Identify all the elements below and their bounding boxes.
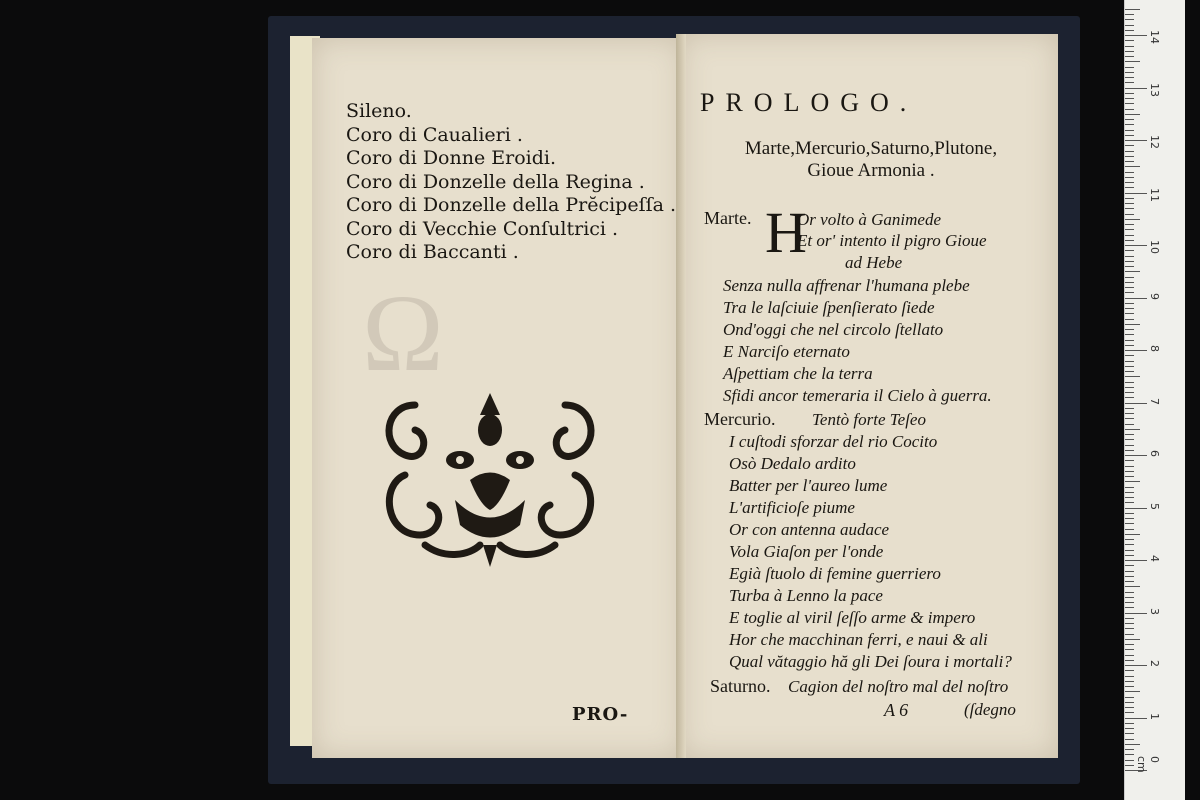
ruler-tick <box>1125 140 1147 141</box>
ruler-tick <box>1125 35 1147 36</box>
ruler-tick <box>1125 592 1134 593</box>
ruler-tick <box>1125 586 1140 587</box>
ruler-tick <box>1125 187 1134 188</box>
verse-line: Osò Dedalo ardito <box>729 454 856 473</box>
ruler-unit-label: 0 cm <box>1135 756 1161 773</box>
ruler-tick <box>1125 313 1134 314</box>
ruler-tick <box>1125 403 1147 404</box>
ruler-tick <box>1125 665 1147 666</box>
ruler-tick <box>1125 455 1147 456</box>
dramatis-personae-list <box>346 100 676 265</box>
ruler-tick <box>1125 30 1134 31</box>
verse-line: L'artificioſe piume <box>729 498 855 517</box>
verse-line: Et or' intento il pigro Gioue <box>797 231 987 250</box>
ruler-tick <box>1125 691 1140 692</box>
ruler-tick <box>1125 497 1134 498</box>
verse-line: Batter per l'aureo lume <box>729 476 888 495</box>
ruler-tick <box>1125 350 1147 351</box>
role-line: Coro di Caualieri . <box>346 123 523 146</box>
ruler-number: 13 <box>1148 82 1161 97</box>
ruler-tick <box>1125 397 1134 398</box>
ruler-tick <box>1125 198 1134 199</box>
role-line: Sileno. <box>346 100 412 122</box>
ruler-tick <box>1125 681 1134 682</box>
ruler-tick <box>1125 114 1140 115</box>
ruler-tick <box>1125 686 1134 687</box>
ruler-tick <box>1125 760 1134 761</box>
ruler-tick <box>1125 676 1134 677</box>
ruler-tick <box>1125 182 1134 183</box>
ruler-tick <box>1125 93 1134 94</box>
ruler-tick <box>1125 61 1140 62</box>
ruler-tick <box>1125 82 1134 83</box>
ruler-tick <box>1125 166 1140 167</box>
ruler-tick <box>1125 613 1147 614</box>
characters-line: Gioue Armonia . <box>807 160 935 181</box>
verse-line: ad Hebe <box>845 253 903 272</box>
ruler-tick <box>1125 723 1134 724</box>
ruler-tick <box>1125 46 1134 47</box>
ruler-tick <box>1125 424 1134 425</box>
ruler-number: 3 <box>1148 607 1161 615</box>
ruler-tick <box>1125 429 1140 430</box>
ruler-number: 14 <box>1148 30 1161 44</box>
ruler-tick <box>1125 130 1134 131</box>
speaker-mercurio: Mercurio. <box>704 409 776 429</box>
ruler-tick <box>1125 193 1147 194</box>
ruler-tick <box>1125 392 1134 393</box>
role-line: Coro di Donzelle della Prĕcipeſſa . <box>346 194 677 216</box>
ruler-tick <box>1125 765 1134 766</box>
ruler-tick <box>1125 235 1134 236</box>
ruler-tick <box>1125 156 1134 157</box>
verse-line: Vola Giaſon per l'onde <box>729 542 884 561</box>
ruler-tick <box>1125 481 1140 482</box>
ruler-tick <box>1125 135 1134 136</box>
ruler-tick <box>1125 712 1134 713</box>
ruler-tick <box>1125 466 1134 467</box>
ruler-tick <box>1125 366 1134 367</box>
ruler-tick <box>1125 119 1134 120</box>
verse-line: I cuſtodi sforzar del rio Cocito <box>729 432 938 451</box>
ruler-tick <box>1125 109 1134 110</box>
ruler-tick <box>1125 277 1134 278</box>
ruler-tick <box>1125 208 1134 209</box>
ruler-tick <box>1125 219 1140 220</box>
ruler-tick <box>1125 67 1134 68</box>
show-through-ghost: Ω <box>362 272 444 394</box>
verse-line: Cagion del noſtro mal del noſtro <box>788 677 1009 696</box>
verse-line: Aſpettiam che la terra <box>723 364 873 383</box>
ruler-tick <box>1125 649 1134 650</box>
ruler-tick <box>1125 340 1134 341</box>
ruler-tick <box>1125 534 1140 535</box>
ruler-tick <box>1125 434 1134 435</box>
ruler-tick <box>1125 203 1134 204</box>
measuring-ruler <box>1124 0 1185 800</box>
verse-line: Hor che macchinan ferri, e naui & ali <box>729 630 988 649</box>
role-line: Coro di Donzelle della Regina . <box>346 170 645 193</box>
verse-line: Qual vătaggio hă gli Dei ſoura i mortali? <box>729 652 1012 671</box>
ruler-tick <box>1125 224 1134 225</box>
ruler-tick <box>1125 88 1147 89</box>
ruler-tick <box>1125 550 1134 551</box>
ruler-number: 2 <box>1148 660 1161 667</box>
ruler-tick <box>1125 670 1134 671</box>
speaker-saturno: Saturno. <box>710 676 771 696</box>
ruler-number: 7 <box>1148 397 1161 405</box>
book-gutter <box>676 34 686 758</box>
ruler-tick <box>1125 376 1140 377</box>
ruler-tick <box>1125 282 1134 283</box>
ruler-tick <box>1125 9 1140 10</box>
ruler-tick <box>1125 214 1134 215</box>
ruler-tick <box>1125 602 1134 603</box>
ruler-tick <box>1125 697 1134 698</box>
speaker-marte: Marte. <box>704 208 752 228</box>
ruler-tick <box>1125 256 1134 257</box>
role-line: Coro di Baccanti . <box>346 241 519 263</box>
ruler-tick <box>1125 445 1134 446</box>
ruler-tick <box>1125 718 1147 719</box>
ruler-tick <box>1125 702 1134 703</box>
role-line: Coro di Vecchie Conſultrici . <box>346 217 619 240</box>
characters-line: Marte,Mercurio,Saturno,Plutone, <box>744 138 998 159</box>
ruler-tick <box>1125 707 1134 708</box>
ruler-tick <box>1125 19 1134 20</box>
verse-line: Turba à Lenno la pace <box>729 586 883 605</box>
ruler-tick <box>1125 618 1134 619</box>
ruler-tick <box>1125 77 1134 78</box>
ruler-tick <box>1125 754 1134 755</box>
ruler-tick <box>1125 576 1134 577</box>
ruler-tick <box>1125 639 1140 640</box>
ruler-tick <box>1125 151 1134 152</box>
role-line: Coro di Donne Eroidi. <box>346 147 556 169</box>
ruler-tick <box>1125 739 1134 740</box>
ruler-tick <box>1125 103 1134 104</box>
ruler-tick <box>1125 298 1147 299</box>
ruler-tick <box>1125 261 1134 262</box>
ruler-tick <box>1125 565 1134 566</box>
ruler-number: 1 <box>1148 712 1161 720</box>
characters-block <box>706 138 1036 182</box>
ruler-tick <box>1125 508 1147 509</box>
ruler-tick <box>1125 623 1134 624</box>
verse-line: Tra le laſciuie ſpenſierato ſiede <box>723 298 935 317</box>
ruler-tick <box>1125 518 1134 519</box>
ruler-tick <box>1125 98 1134 99</box>
ruler-tick <box>1125 240 1134 241</box>
ruler-tick <box>1125 266 1134 267</box>
ruler-tick <box>1125 334 1134 335</box>
ruler-tick <box>1125 271 1140 272</box>
ruler-tick <box>1125 145 1134 146</box>
ruler-tick <box>1125 72 1134 73</box>
ruler-tick <box>1125 229 1134 230</box>
ruler-tick <box>1125 324 1140 325</box>
ruler-tick <box>1125 487 1134 488</box>
ruler-tick <box>1125 529 1134 530</box>
ruler-tick <box>1125 329 1134 330</box>
ruler-tick <box>1125 581 1134 582</box>
ruler-tick <box>1125 319 1134 320</box>
ruler-tick <box>1125 660 1134 661</box>
verse-line: Or volto à Ganimede <box>797 210 942 229</box>
ruler-number: 11 <box>1148 187 1161 202</box>
ruler-number: 8 <box>1148 345 1161 352</box>
ruler-number: 5 <box>1148 502 1161 510</box>
ruler-tick <box>1125 308 1134 309</box>
verse-line: Or con antenna audace <box>729 520 890 539</box>
ruler-tick <box>1125 571 1134 572</box>
ruler-tick <box>1125 355 1134 356</box>
ruler-tick <box>1125 124 1134 125</box>
ruler-tick <box>1125 749 1134 750</box>
ruler-tick <box>1125 555 1134 556</box>
verse-line: Egià ſtuolo di femine guerriero <box>729 564 941 583</box>
ruler-tick <box>1125 544 1134 545</box>
ruler-tick <box>1125 744 1140 745</box>
ruler-tick <box>1125 292 1134 293</box>
ruler-tick <box>1125 460 1134 461</box>
ruler-tick <box>1125 382 1134 383</box>
ruler-tick <box>1125 492 1134 493</box>
ruler-tick <box>1125 476 1134 477</box>
ruler-number: 12 <box>1148 135 1161 149</box>
ruler-tick <box>1125 387 1134 388</box>
ruler-tick <box>1125 40 1134 41</box>
ruler-tick <box>1125 471 1134 472</box>
verse-line: E Narciſo eternato <box>723 342 850 361</box>
verse-line: Senza nulla affrenar l'humana plebe <box>723 276 970 295</box>
ruler-tick <box>1125 644 1134 645</box>
verse-line: Tentò forte Teſeo <box>812 410 926 429</box>
ruler-tick <box>1125 539 1134 540</box>
verse-line: Sfidi ancor temeraria il Cielo à guerra. <box>723 386 992 405</box>
woodcut-ornament <box>375 385 605 570</box>
ruler-tick <box>1125 408 1134 409</box>
ruler-tick <box>1125 513 1134 514</box>
verse-line: Ond'oggi che nel circolo ſtellato <box>723 320 944 339</box>
ruler-tick <box>1125 287 1134 288</box>
ruler-tick <box>1125 607 1134 608</box>
ruler-tick <box>1125 628 1134 629</box>
ruler-tick <box>1125 177 1134 178</box>
ruler-tick <box>1125 371 1134 372</box>
ruler-tick <box>1125 245 1147 246</box>
ruler-tick <box>1125 14 1134 15</box>
ruler-tick <box>1125 413 1134 414</box>
ruler-tick <box>1125 25 1134 26</box>
ruler-tick <box>1125 361 1134 362</box>
ruler-tick <box>1125 418 1134 419</box>
ruler-tick <box>1125 450 1134 451</box>
ruler-tick <box>1125 502 1134 503</box>
ruler-tick <box>1125 56 1134 57</box>
ruler-number: 4 <box>1148 555 1161 562</box>
ruler-tick <box>1125 250 1134 251</box>
ruler-tick <box>1125 345 1134 346</box>
ruler-tick <box>1125 439 1134 440</box>
ruler-tick <box>1125 597 1134 598</box>
ruler-tick <box>1125 560 1147 561</box>
ruler-tick <box>1125 655 1134 656</box>
signature-mark: A 6 <box>884 700 909 720</box>
ruler-tick <box>1125 728 1134 729</box>
ruler-tick <box>1125 51 1134 52</box>
verse-line: E toglie al viril ſeſſo arme & impero <box>729 608 976 627</box>
ruler-tick <box>1125 733 1134 734</box>
ruler-tick <box>1125 161 1134 162</box>
ruler-number: 6 <box>1148 450 1161 457</box>
ruler-tick <box>1125 634 1134 635</box>
ruler-number: 10 <box>1148 240 1161 254</box>
catchword-right: (ſdegno <box>964 700 1016 719</box>
prologue-title: PROLOGO. <box>700 88 918 117</box>
ruler-tick <box>1125 303 1134 304</box>
ruler-tick <box>1125 172 1134 173</box>
ruler-number: 9 <box>1148 292 1161 300</box>
drop-cap-initial: H <box>765 200 807 265</box>
catchword-left: PRO- <box>572 704 629 725</box>
ruler-tick <box>1125 523 1134 524</box>
